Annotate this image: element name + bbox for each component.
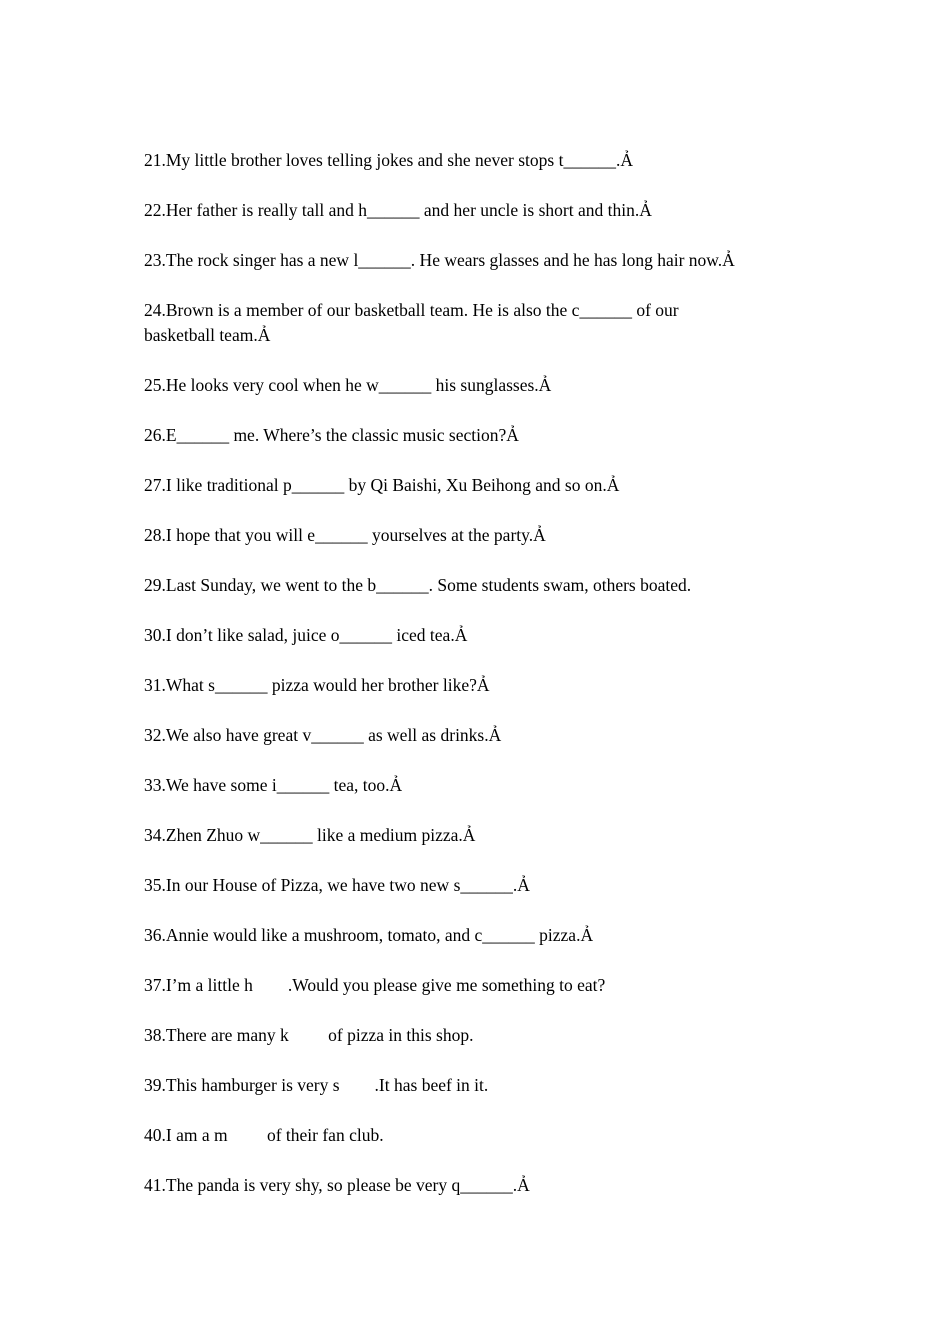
exercise-item-38: 38.There are many k of pizza in this shop. xyxy=(144,1025,474,1045)
exercise-list xyxy=(144,148,804,1223)
exercise-item-30: 30.I don’t like salad, juice o______ iced tea.Ả xyxy=(144,625,468,645)
exercise-item-40: 40.I am a m of their fan club. xyxy=(144,1125,384,1145)
exercise-item-27: 27.I like traditional p______ by Qi Baishi, Xu Beihong and so on.Ả xyxy=(144,475,620,495)
exercise-item-26: 26.E______ me. Where’s the classic music section?Ả xyxy=(144,425,519,445)
exercise-item-28: 28.I hope that you will e______ yourselves at the party.Ả xyxy=(144,525,546,545)
exercise-item-24: 24.Brown is a member of our basketball team. He is also the c______ of our basketball team.Ả xyxy=(144,300,679,345)
exercise-item-32: 32.We also have great v______ as well as drinks.Ả xyxy=(144,725,502,745)
exercise-item-29: 29.Last Sunday, we went to the b______. Some students swam, others boated. xyxy=(144,575,692,595)
exercise-item-25: 25.He looks very cool when he w______ his sunglasses.Ả xyxy=(144,375,552,395)
exercise-item-31: 31.What s______ pizza would her brother like?Ả xyxy=(144,675,490,695)
exercise-item-23: 23.The rock singer has a new l______. He wears glasses and he has long hair now.Ả xyxy=(144,250,735,270)
exercise-item-34: 34.Zhen Zhuo w______ like a medium pizza.Ả xyxy=(144,825,476,845)
exercise-item-21: 21.My little brother loves telling jokes and she never stops t______.Ả xyxy=(144,150,633,170)
exercise-item-33: 33.We have some i______ tea, too.Ả xyxy=(144,775,403,795)
exercise-item-36: 36.Annie would like a mushroom, tomato, and c______ pizza.Ả xyxy=(144,925,594,945)
exercise-item-39: 39.This hamburger is very s .It has beef in it. xyxy=(144,1075,489,1095)
exercise-item-22: 22.Her father is really tall and h______ and her uncle is short and thin.Ả xyxy=(144,200,652,220)
exercise-item-35: 35.In our House of Pizza, we have two new s______.Ả xyxy=(144,875,530,895)
exercise-item-37: 37.I’m a little h .Would you please give me something to eat? xyxy=(144,975,606,995)
exercise-item-41: 41.The panda is very shy, so please be very q______.Ả xyxy=(144,1175,530,1195)
